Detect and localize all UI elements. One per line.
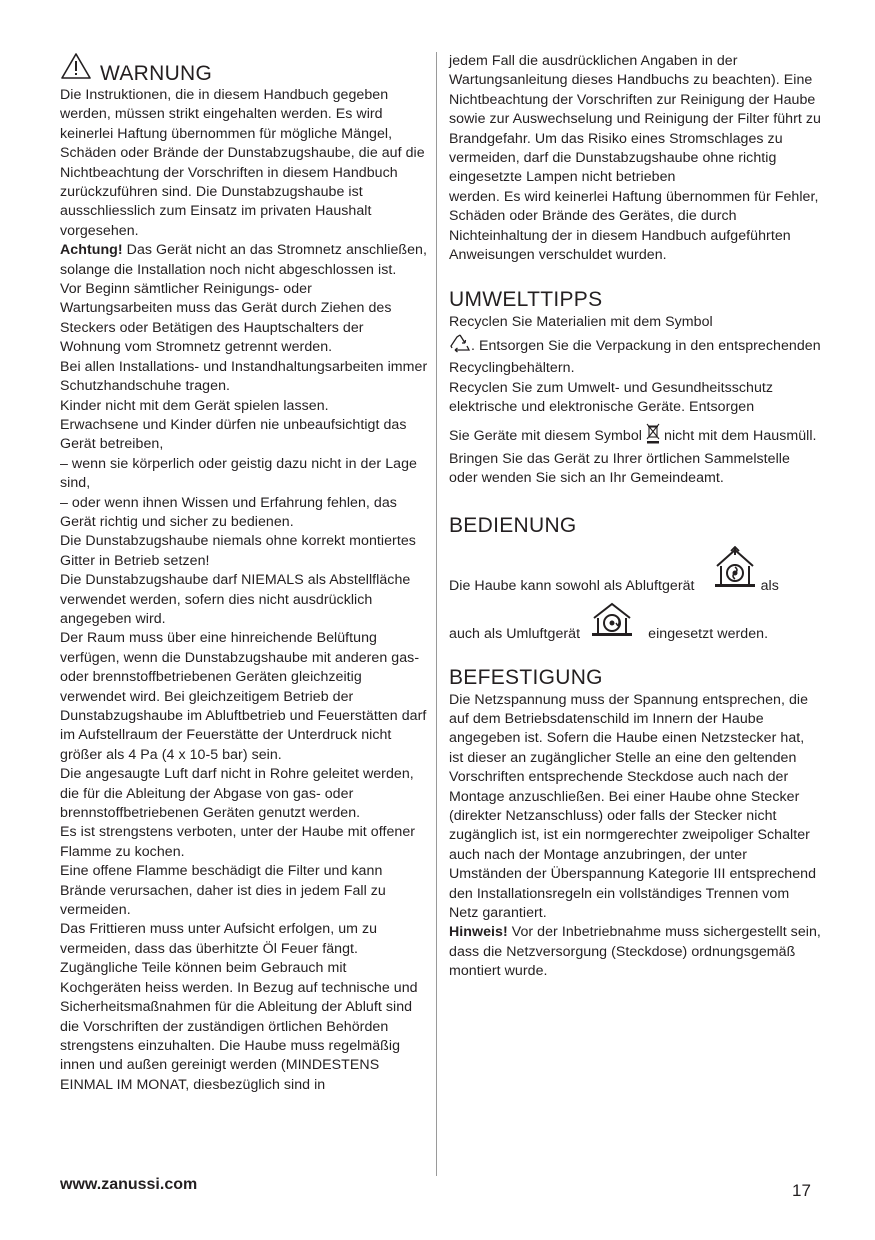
attention-label: Achtung! xyxy=(60,242,123,259)
warning-triangle-icon xyxy=(60,52,92,86)
warning-paragraph: jedem Fall die ausdrücklichen Angaben in der Wartungsanleitung dieses Handbuchs zu beachten). Eine Nichtbeachtung der Vorschriften zur Reinigung der Haube sowie zur Auswechselung und Reinigung der Filter führt zu Brandgefahr. Um das Risiko eines Stromschlages zu vermeiden, darf die Dunstabzugshaube ohne richtig eingesetzte Lampen nicht betrieben xyxy=(449,53,821,186)
warning-paragraph: Eine offene Flamme beschädigt die Filter und kann Brände verursachen, daher ist dies in jedem Fall zu vermeiden. xyxy=(60,863,386,919)
umwelt-text: Sie Geräte mit diesem Symbol xyxy=(449,427,643,444)
warning-paragraph: Der Raum muss über eine hinreichende Belüftung verfügen, wenn die Dunstabzugshaube mit anderen gas- oder brennstoffbetriebenen Geräten gleichzeitig verwendet wird. Bei gleichzeitigem Betrieb der Dunstabzugshaube im Abluftbetrieb und Feuerstätten darf im Aufstellraum der Feuerstätte der Unterdruck nicht größer als 4 Pa (4 x 10-5 bar) sein. xyxy=(60,630,427,763)
recycle-icon xyxy=(449,333,471,359)
warning-paragraph: Es ist strengstens verboten, unter der Haube mit offener Flamme zu kochen. xyxy=(60,824,416,860)
column-divider xyxy=(436,52,437,1176)
warning-paragraph: Die angesaugte Luft darf nicht in Rohre geleitet werden, die für die Ableitung der Abgase von gas- oder brennstoffbetriebenen Geräten genutzt werden. xyxy=(60,766,414,822)
umwelt-text: . Entsorgen Sie die Verpackung in den entsprechenden Recyclingbehältern. xyxy=(449,337,821,377)
warning-paragraph: – oder wenn ihnen Wissen und Erfahrung fehlen, das Gerät richtig und sicher zu bedienen. xyxy=(60,494,397,530)
bedienung-text: auch als Umluftgerät xyxy=(449,626,581,643)
bedienung-heading: BEDIENUNG xyxy=(449,513,577,537)
page-number: 17 xyxy=(792,1181,811,1200)
attention-text: Das Gerät nicht an das Stromnetz anschließen, solange die Installation noch nicht abgeschlossen ist. xyxy=(60,242,427,278)
umwelt-text: nicht mit dem Hausmüll. Bringen Sie das Gerät zu Ihrer örtlichen Sammelstelle oder wenden Sie sich an Ihr Gemeindeamt. xyxy=(449,427,817,487)
extraction-mode-icon xyxy=(713,546,757,596)
befestigung-section xyxy=(449,665,821,982)
bedienung-line xyxy=(449,546,821,596)
note-label: Hinweis! xyxy=(449,924,508,941)
bedienung-text: eingesetzt werden. xyxy=(648,626,769,643)
note-text: Vor der Inbetriebnahme muss sichergestellt sein, dass die Netzversorgung (Steckdose) ordnungsgemäß montiert wurde. xyxy=(449,924,821,980)
warning-paragraph: Die Dunstabzugshaube darf NIEMALS als Abstellfläche verwendet werden, sofern dies nicht ausdrücklich angegeben wird. xyxy=(60,572,411,627)
umwelt-line: Recyclen Sie Materialien mit dem Symbol xyxy=(449,314,713,331)
bedienung-text: Die Haube kann sowohl als Abluftgerät xyxy=(449,577,695,594)
befestigung-heading: BEFESTIGUNG xyxy=(449,665,603,689)
warning-paragraph: werden. Es wird keinerlei Haftung übernommen für Fehler, Schäden oder Brände des Gerätes, die durch Nichteinhaltung der in diesem Handbuch aufgeführten Anweisungen verschuldet wurden. xyxy=(449,188,819,264)
warning-paragraph: – wenn sie körperlich oder geistig dazu nicht in der Lage sind, xyxy=(60,455,417,492)
attention-paragraph xyxy=(60,241,428,280)
warning-paragraph: Die Instruktionen, die in diesem Handbuch gegeben werden, müssen strikt eingehalten werden. Es wird keinerlei Haftung übernommen für mögliche Mängel, Schäden oder Brände der Dunstabzugshaube, die auf die Nichtbeachtung der Vorschriften in diesem Handbuch zurückzuführen sind. Die Dunstabzugshaube ist ausschliesslich zum Einsatz im privaten Haushalt vorgesehen. xyxy=(60,87,425,239)
warning-paragraph: Vor Beginn sämtlicher Reinigungs- oder Wartungsarbeiten muss das Gerät durch Ziehen des Steckers oder Betätigen des Hauptschalters der Wohnung vom Stromnetz getrennt werden. xyxy=(60,281,392,356)
note-paragraph xyxy=(449,923,821,981)
warning-heading xyxy=(60,52,428,86)
left-column xyxy=(60,52,428,1095)
umwelt-line xyxy=(449,333,821,379)
right-column xyxy=(449,52,821,982)
warning-paragraph: Das Frittieren muss unter Aufsicht erfolgen, um zu vermeiden, dass das überhitzte Öl Feuer fängt. Zugängliche Teile können beim Gebrauch mit Kochgeräten heiss werden. In Bezug auf technische und Sicherheitsmaßnahmen für die Ableitung der Abluft sind die Vorschriften der zuständigen örtlichen Behörden strengstens einzuhalten. Die Haube muss regelmäßig innen und außen gereinigt werden (MINDESTENS EINMAL IM MONAT, diesbezüglich sind in xyxy=(60,921,418,1093)
warning-title: WARNUNG xyxy=(100,62,213,85)
warning-paragraph: Kinder nicht mit dem Gerät spielen lassen. xyxy=(60,397,329,414)
bedienung-line xyxy=(449,602,821,644)
umwelttipps-section xyxy=(449,287,821,488)
recirculation-mode-icon xyxy=(590,602,634,644)
bedienung-text: als xyxy=(760,577,779,594)
warning-paragraph: Bei allen Installations- und Instandhaltungsarbeiten immer Schutzhandschuhe tragen. xyxy=(60,358,428,395)
crossed-bin-icon xyxy=(646,422,660,450)
umwelt-line: Recyclen Sie zum Umwelt- und Gesundheitsschutz elektrische und elektronische Geräte. Entsorgen xyxy=(449,379,774,416)
footer-url: www.zanussi.com xyxy=(60,1176,198,1193)
bedienung-section xyxy=(449,513,821,645)
warning-paragraph: Die Dunstabzugshaube niemals ohne korrekt montiertes Gitter in Betrieb setzen! xyxy=(60,533,416,569)
umwelt-line xyxy=(449,422,821,489)
befestigung-paragraph: Die Netzspannung muss der Spannung entsprechen, die auf dem Betriebsdatenschild im Innern der Haube angegeben ist. Sofern die Haube einen Netzstecker hat, ist dieser an zugänglicher Stelle an eine den geltenden Vorschriften entsprechende Steckdose auch nach der Montage anzuschließen. Bei einer Haube ohne Stecker (direkter Netzanschluss) oder falls der Stecker nicht zugänglich ist, ist ein normgerechter zweipoliger Schalter auch nach der Montage anzubringen, der unter Umständen der Überspannung Kategorie III entsprechend den Installationsregeln ein vollständiges Trennen vom Netz garantiert. xyxy=(449,691,817,921)
warning-paragraph: Erwachsene und Kinder dürfen nie unbeaufsichtigt das Gerät betreiben, xyxy=(60,416,407,453)
umwelttipps-heading: UMWELTTIPPS xyxy=(449,288,603,312)
